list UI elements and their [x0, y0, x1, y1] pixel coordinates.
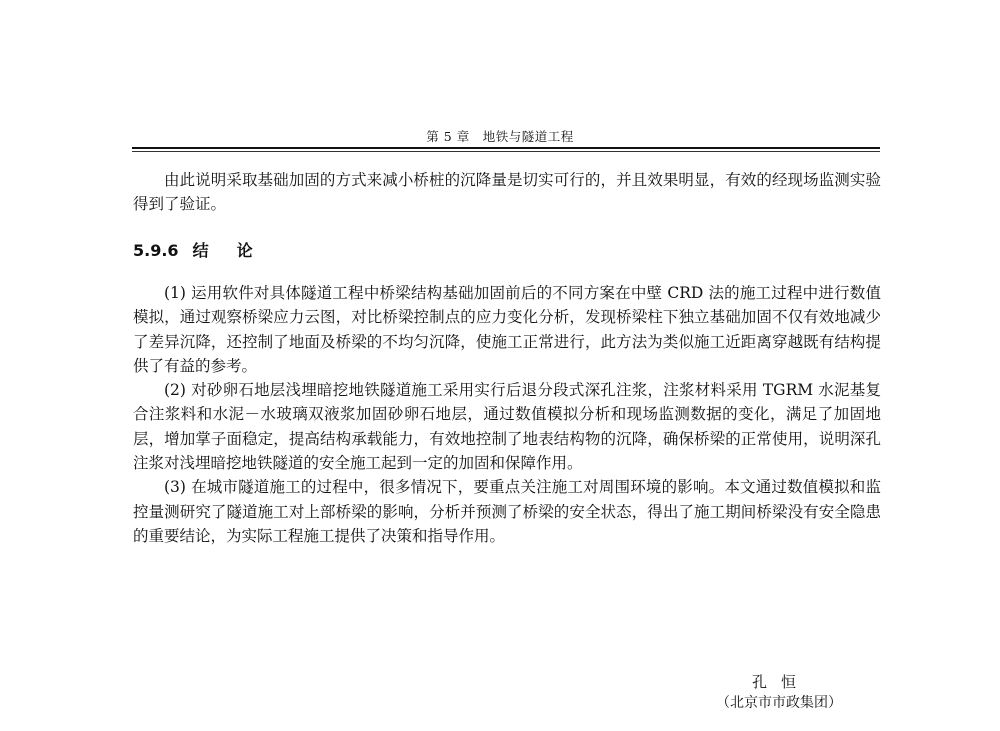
conclusion-paragraph-3: (3) 在城市隧道施工的过程中，很多情况下，要重点关注施工对周围环境的影响。本文通过数值模拟和监控量测研究了隧道施工对上部桥梁的影响，分析并预测了桥梁的安全状态，得出了施工期间桥梁没有安全隐患的重要结论，为实际工程施工提供了决策和指导作用。	[133, 478, 881, 545]
section-title: 结论	[192, 241, 281, 260]
conclusion-paragraph-2: (2) 对砂卵石地层浅埋暗挖地铁隧道施工采用实行后退分段式深孔注浆，注浆材料采用 TGRM 水泥基复合注浆料和水泥－水玻璃双液浆加固砂卵石地层，通过数值模拟分析和现场监测数据的变化，满足了加固地层，增加掌子面稳定，提高结构承载能力，有效地控制了地表结构物的沉降，确保桥梁的正常使用，说明深孔注浆对浅埋暗挖地铁隧道的安全施工起到一定的加固和保障作用。	[133, 381, 881, 473]
author-name: 孔恒	[752, 673, 811, 691]
intro-paragraph-block	[133, 168, 881, 217]
section-number: 5.9.6	[133, 241, 179, 260]
section-heading	[133, 238, 281, 261]
conclusion-paragraph-1: (1) 运用软件对具体隧道工程中桥梁结构基础加固前后的不同方案在中壁 CRD 法的施工过程中进行数值模拟，通过观察桥梁应力云图，对比桥梁控制点的应力变化分析，发现桥梁柱下独立基础加固不仅有效地减少了差异沉降，还控制了地面及桥梁的不均匀沉降，使施工正常进行，此方法为类似施工近距离穿越既有结构提供了有益的参考。	[133, 284, 881, 375]
author-affiliation: （北京市市政集团）	[716, 695, 842, 711]
header-rule	[132, 147, 880, 149]
conclusions-block	[133, 281, 881, 548]
running-header: 第 5 章 地铁与隧道工程	[426, 129, 574, 144]
header-rule-secondary	[132, 151, 880, 152]
body-paragraph: 由此说明采取基础加固的方式来减小桥桩的沉降量是切实可行的，并且效果明显，有效的经现场监测实验得到了验证。	[133, 171, 881, 214]
